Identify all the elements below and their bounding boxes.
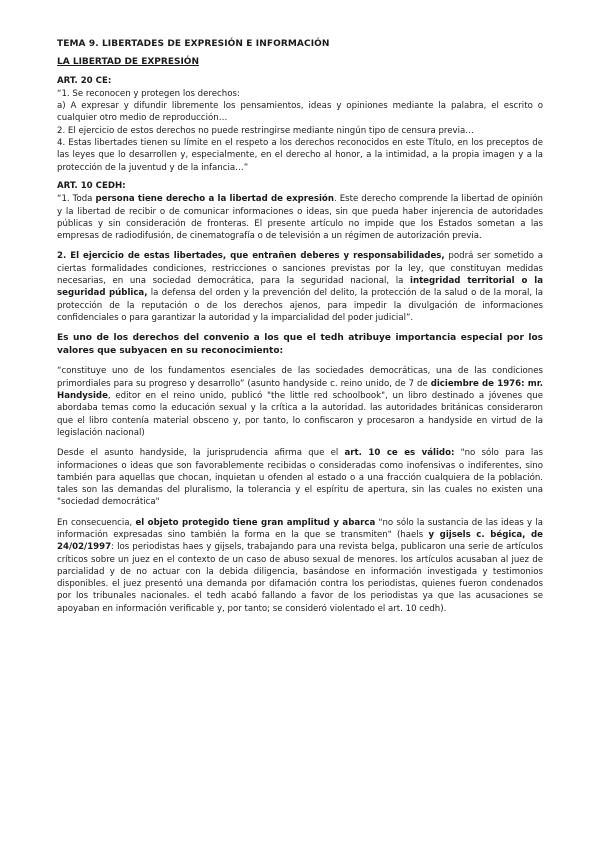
document-title: TEMA 9. LIBERTADES DE EXPRESIÓN E INFORMACIÓN — [57, 39, 330, 49]
text-span: Desde el asunto handyside, la jurisprudencia afirma que el — [57, 448, 345, 459]
emphasis: el objeto protegido tiene gran amplitud y abarca — [135, 517, 376, 528]
text-span: “constituye uno de los fundamentos esenciales de las sociedades democráticas, una de las condiciones primordiales para su progreso y desarrollo” (asunto handyside c. reino unido, de 7 de — [57, 366, 543, 389]
jurisprudence-paragraph — [57, 447, 543, 508]
consequence-paragraph — [57, 517, 543, 615]
art20-line-1: “1. Se reconocen y protegen los derechos: — [57, 88, 240, 99]
emphasis: 2. El ejercicio de estas libertades, que entrañen deberes y responsabilidades, — [57, 251, 445, 262]
handyside-paragraph — [57, 365, 543, 439]
art20-label: ART. 20 CE: — [57, 75, 112, 86]
art20-line-3: 2. El ejercicio de estos derechos no puede restringirse mediante ningún tipo de censura previa… — [57, 125, 474, 136]
section-title: LA LIBERTAD DE EXPRESIÓN — [57, 57, 199, 68]
text-span: , editor en el reino unido, publicó "the little red schoolbook", un libro destinado a jóvenes que abordaba temas como la educación sexual y la crítica a la autoridad. las autoridades británicas consideraron que el libro contenía material obsceno y, por tanto, lo confiscaron y procesaron a handyside en virtud de la legislación nacional) — [57, 391, 543, 438]
text-span: "no sólo para las informaciones o ideas que son favorablemente recibidas o consideradas como inofensivas o indiferentes, sino también para aquellas que chocan, inquietan u ofenden al estado o a una fracción cualquiera de la población. tales son las demandas del pluralismo, la tolerancia y el espíritu de apertura, sin las cuales no existen una "sociedad democrática" — [57, 448, 543, 508]
emphasis: art. 10 ce es válido: — [344, 448, 455, 459]
art10-paragraph-1 — [57, 193, 543, 242]
text-span: : los periodistas haes y gijsels, trabajando para una revista belga, publicaron una serie de artículos críticos sobre un juez en el contexto de un caso de abuso sexual de menores. los artículos acusaban al juez de parcialidad y de no actuar con la debida diligencia, basándose en información investigada y testimonios disponibles. el juez presentó una demanda por difamación contra los periodistas, quienes fueron condenados por los tribunales nacionales. el tedh acabó fallando a favor de los periodistas ya que las acusaciones se apoyaban en información verificable y, por tanto; se consideró violentado el art. 10 cedh). — [57, 542, 543, 614]
text-span: . Este derecho comprende la libertad de opinión y la libertad de recibir o de comunicar informaciones o ideas, sin que pueda haber injerencia de autoridades públicas y sin consideración de fronteras. El presente artículo no impide que los Estados sometan a las empresas de radiodifusión, de cinematografía o de televisión a un régimen de autorización previa. — [57, 194, 543, 242]
emphasis: y gijsels c. bégica, de 24/02/1997 — [57, 529, 543, 553]
emphasis: diciembre de 1976: mr. Handyside — [57, 378, 543, 402]
emphasis: persona tiene derecho a la libertad de expresión — [95, 194, 334, 205]
emphasis: integridad territorial o la seguridad pública, — [57, 276, 543, 299]
text-span: En consecuencia, — [57, 517, 136, 528]
art10-paragraph-2 — [57, 250, 543, 324]
art10-label: ART. 10 CEDH: — [57, 180, 126, 191]
text-span: "no sólo la sustancia de las ideas y la información expresadas sino también la forma en la que se transmiten" (haels — [57, 517, 543, 540]
art20-line-4: 4. Estas libertades tienen su límite en el respeto a los derechos reconocidos en este Título, en los preceptos de las leyes que lo desarrollen y, especialmente, en el derecho al honor, a la intimidad, a la propia imagen y a la protección de la juventud y de la infancia…” — [57, 138, 543, 173]
section-heading: Es uno de los derechos del convenio a los que el tedh atribuye importancia especial por los valores que subyacen en su reconocimiento: — [57, 333, 543, 356]
text-span: “1. Toda — [57, 194, 96, 205]
text-span: podrá ser sometido a ciertas formalidades condiciones, restricciones o sanciones previstas por la ley, que constituyan medidas necesarias, en una sociedad democrática, para la seguridad nacional, la — [57, 251, 543, 287]
art20-line-2: a) A expresar y difundir libremente los pensamientos, ideas y opiniones mediante la palabra, el escrito o cualquier otro medio de reproducción… — [57, 101, 543, 124]
document-page — [57, 38, 543, 615]
text-span: la defensa del orden y la prevención del delito, la protección de la salud o de la moral, la protección de la reputación o de los derechos ajenos, para impedir la divulgación de informaciones confidenciales o para garantizar la autoridad y la imparcialidad del poder judicial”. — [57, 288, 544, 323]
